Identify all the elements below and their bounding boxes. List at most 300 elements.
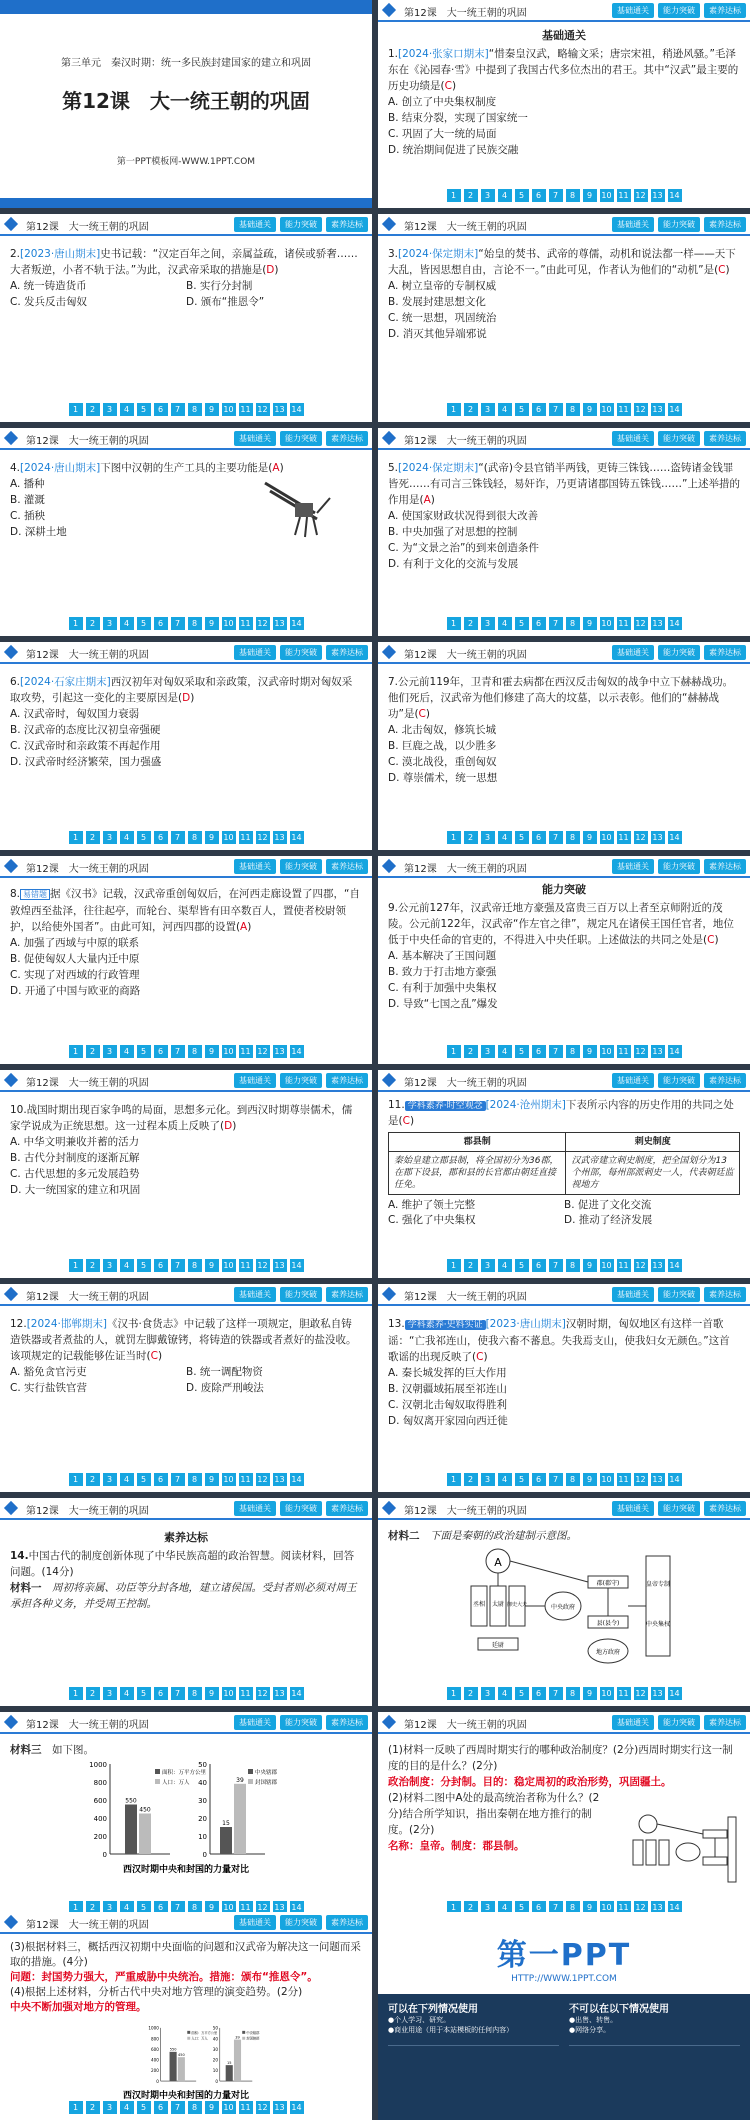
question-nav-item[interactable]: 5	[137, 1473, 151, 1486]
question-nav-item[interactable]: 14	[669, 1047, 680, 1056]
tab-literacy[interactable]: 素养达标	[326, 1287, 368, 1302]
question-nav-item[interactable]: 6	[154, 403, 168, 416]
question-nav-item[interactable]: 10	[223, 619, 234, 628]
question-nav-item[interactable]: 7	[549, 1901, 563, 1914]
question-nav-item[interactable]: 3	[481, 403, 495, 416]
question-nav-item[interactable]: 7	[171, 403, 185, 416]
tab-ability[interactable]: 能力突破	[280, 1073, 322, 1088]
question-nav-item[interactable]: 4	[498, 1687, 512, 1700]
question-nav-item[interactable]: 7	[171, 1259, 185, 1272]
question-nav-item[interactable]: 13	[652, 1903, 663, 1912]
tab-ability[interactable]: 能力突破	[280, 645, 322, 660]
question-nav-item[interactable]: 11	[618, 405, 629, 414]
question-nav-item[interactable]: 13	[652, 405, 663, 414]
tab-basic[interactable]: 基础通关	[234, 1073, 276, 1088]
question-nav-item[interactable]: 1	[69, 1687, 83, 1700]
question-nav-item[interactable]: 14	[669, 1475, 680, 1484]
question-nav-item[interactable]: 4	[498, 1473, 512, 1486]
question-nav-item[interactable]: 13	[274, 1261, 285, 1270]
tab-literacy[interactable]: 素养达标	[704, 1501, 746, 1516]
question-nav-item[interactable]: 11	[618, 1903, 629, 1912]
question-nav-item[interactable]: 1	[447, 831, 461, 844]
question-nav-item[interactable]: 12	[257, 2103, 268, 2112]
question-nav-item[interactable]: 11	[618, 833, 629, 842]
question-nav-item[interactable]: 12	[257, 1475, 268, 1484]
question-nav-item[interactable]: 7	[549, 1259, 563, 1272]
question-nav-item[interactable]: 3	[481, 1687, 495, 1700]
question-nav-item[interactable]: 3	[481, 1473, 495, 1486]
question-nav-item[interactable]: 14	[291, 1047, 302, 1056]
question-nav-item[interactable]: 5	[137, 1045, 151, 1058]
question-nav-item[interactable]: 4	[498, 403, 512, 416]
tab-literacy[interactable]: 素养达标	[326, 217, 368, 232]
question-nav-item[interactable]: 13	[274, 1475, 285, 1484]
question-nav-item[interactable]: 3	[481, 1045, 495, 1058]
question-nav-item[interactable]: 10	[601, 405, 612, 414]
question-nav-item[interactable]: 6	[532, 1687, 546, 1700]
question-nav-item[interactable]: 8	[566, 1045, 580, 1058]
question-nav-item[interactable]: 13	[274, 833, 285, 842]
question-nav-item[interactable]: 14	[669, 833, 680, 842]
question-nav-item[interactable]: 14	[291, 619, 302, 628]
question-nav-item[interactable]: 13	[652, 619, 663, 628]
question-nav-item[interactable]: 10	[223, 405, 234, 414]
question-nav-item[interactable]: 5	[137, 617, 151, 630]
tab-literacy[interactable]: 素养达标	[704, 1073, 746, 1088]
question-nav-item[interactable]: 12	[257, 1047, 268, 1056]
question-nav-item[interactable]: 9	[205, 831, 219, 844]
brand-url[interactable]: HTTP://WWW.1PPT.COM	[511, 1974, 617, 1984]
question-nav-item[interactable]: 5	[137, 2101, 151, 2114]
question-nav-item[interactable]: 2	[86, 1045, 100, 1058]
tab-literacy[interactable]: 素养达标	[704, 3, 746, 18]
question-nav-item[interactable]: 3	[481, 189, 495, 202]
question-nav-item[interactable]: 4	[120, 1045, 134, 1058]
question-nav-item[interactable]: 11	[240, 1261, 251, 1270]
question-nav-item[interactable]: 1	[69, 1901, 83, 1914]
question-nav-item[interactable]: 8	[188, 617, 202, 630]
question-nav-item[interactable]: 13	[274, 1689, 285, 1698]
question-nav-item[interactable]: 8	[566, 1259, 580, 1272]
question-nav-item[interactable]: 14	[291, 2103, 302, 2112]
tab-basic[interactable]: 基础通关	[612, 3, 654, 18]
question-nav-item[interactable]: 10	[223, 833, 234, 842]
question-nav-item[interactable]: 1	[447, 403, 461, 416]
question-nav-item[interactable]: 14	[291, 833, 302, 842]
tab-literacy[interactable]: 素养达标	[326, 1915, 368, 1930]
tab-ability[interactable]: 能力突破	[280, 1715, 322, 1730]
question-nav-item[interactable]: 12	[635, 1903, 646, 1912]
question-nav-item[interactable]: 1	[69, 1259, 83, 1272]
tab-literacy[interactable]: 素养达标	[704, 645, 746, 660]
question-nav-item[interactable]: 5	[515, 617, 529, 630]
question-nav-item[interactable]: 1	[447, 1259, 461, 1272]
question-nav-item[interactable]: 13	[274, 619, 285, 628]
tab-basic[interactable]: 基础通关	[234, 1501, 276, 1516]
tab-literacy[interactable]: 素养达标	[704, 217, 746, 232]
question-nav-item[interactable]: 11	[618, 1047, 629, 1056]
tab-basic[interactable]: 基础通关	[234, 431, 276, 446]
question-nav-item[interactable]: 13	[652, 1261, 663, 1270]
question-nav-item[interactable]: 6	[154, 2101, 168, 2114]
question-nav-item[interactable]: 4	[120, 617, 134, 630]
tab-ability[interactable]: 能力突破	[280, 1501, 322, 1516]
question-nav-item[interactable]: 6	[154, 1473, 168, 1486]
question-nav-item[interactable]: 10	[223, 1475, 234, 1484]
question-nav-item[interactable]: 9	[205, 1259, 219, 1272]
question-nav-item[interactable]: 3	[103, 2101, 117, 2114]
tab-ability[interactable]: 能力突破	[280, 217, 322, 232]
question-nav-item[interactable]: 5	[515, 189, 529, 202]
question-nav-item[interactable]: 1	[69, 1045, 83, 1058]
question-nav-item[interactable]: 5	[137, 831, 151, 844]
question-nav-item[interactable]: 13	[652, 1047, 663, 1056]
site-link[interactable]: 第一PPT模板网-WWW.1PPT.COM	[116, 157, 256, 167]
question-nav-item[interactable]: 2	[464, 1259, 478, 1272]
question-nav-item[interactable]: 11	[618, 1475, 629, 1484]
tab-literacy[interactable]: 素养达标	[326, 1501, 368, 1516]
question-nav-item[interactable]: 9	[583, 1901, 597, 1914]
tab-basic[interactable]: 基础通关	[234, 1715, 276, 1730]
tab-ability[interactable]: 能力突破	[658, 1715, 700, 1730]
tab-basic[interactable]: 基础通关	[612, 645, 654, 660]
question-nav-item[interactable]: 9	[205, 1045, 219, 1058]
question-nav-item[interactable]: 8	[566, 1687, 580, 1700]
question-nav-item[interactable]: 9	[583, 1687, 597, 1700]
tab-literacy[interactable]: 素养达标	[326, 859, 368, 874]
question-nav-item[interactable]: 10	[601, 191, 612, 200]
question-nav-item[interactable]: 10	[601, 1689, 612, 1698]
tab-basic[interactable]: 基础通关	[234, 217, 276, 232]
tab-ability[interactable]: 能力突破	[280, 431, 322, 446]
question-nav-item[interactable]: 2	[464, 1045, 478, 1058]
tab-basic[interactable]: 基础通关	[234, 1915, 276, 1930]
question-nav-item[interactable]: 6	[532, 831, 546, 844]
question-nav-item[interactable]: 7	[171, 1901, 185, 1914]
question-nav-item[interactable]: 1	[447, 1473, 461, 1486]
question-nav-item[interactable]: 3	[103, 1045, 117, 1058]
tab-ability[interactable]: 能力突破	[280, 1915, 322, 1930]
question-nav-item[interactable]: 14	[669, 405, 680, 414]
question-nav-item[interactable]: 2	[86, 2101, 100, 2114]
question-nav-item[interactable]: 9	[205, 617, 219, 630]
question-nav-item[interactable]: 8	[188, 831, 202, 844]
question-nav-item[interactable]: 12	[257, 1689, 268, 1698]
question-nav-item[interactable]: 9	[205, 403, 219, 416]
tab-ability[interactable]: 能力突破	[658, 645, 700, 660]
question-nav-item[interactable]: 1	[447, 1045, 461, 1058]
question-nav-item[interactable]: 5	[137, 403, 151, 416]
question-nav-item[interactable]: 13	[274, 405, 285, 414]
question-nav-item[interactable]: 4	[498, 1259, 512, 1272]
question-nav-item[interactable]: 9	[583, 831, 597, 844]
question-nav-item[interactable]: 10	[601, 1047, 612, 1056]
question-nav-item[interactable]: 1	[69, 403, 83, 416]
question-nav-item[interactable]: 10	[601, 1261, 612, 1270]
question-nav-item[interactable]: 8	[188, 1473, 202, 1486]
question-nav-item[interactable]: 6	[532, 1473, 546, 1486]
question-nav-item[interactable]: 8	[566, 189, 580, 202]
question-nav-item[interactable]: 7	[549, 1687, 563, 1700]
question-nav-item[interactable]: 3	[103, 1259, 117, 1272]
question-nav-item[interactable]: 6	[532, 403, 546, 416]
question-nav-item[interactable]: 4	[120, 1259, 134, 1272]
question-nav-item[interactable]: 10	[601, 833, 612, 842]
question-nav-item[interactable]: 12	[635, 1689, 646, 1698]
question-nav-item[interactable]: 2	[464, 403, 478, 416]
question-nav-item[interactable]: 11	[618, 191, 629, 200]
question-nav-item[interactable]: 8	[566, 1901, 580, 1914]
question-nav-item[interactable]: 4	[498, 831, 512, 844]
question-nav-item[interactable]: 10	[223, 1903, 234, 1912]
question-nav-item[interactable]: 3	[481, 617, 495, 630]
question-nav-item[interactable]: 7	[171, 2101, 185, 2114]
tab-literacy[interactable]: 素养达标	[326, 645, 368, 660]
question-nav-item[interactable]: 14	[669, 619, 680, 628]
question-nav-item[interactable]: 14	[291, 1261, 302, 1270]
question-nav-item[interactable]: 2	[464, 831, 478, 844]
tab-basic[interactable]: 基础通关	[612, 1287, 654, 1302]
question-nav-item[interactable]: 11	[240, 1689, 251, 1698]
question-nav-item[interactable]: 14	[291, 405, 302, 414]
question-nav-item[interactable]: 8	[566, 617, 580, 630]
question-nav-item[interactable]: 12	[635, 833, 646, 842]
question-nav-item[interactable]: 5	[515, 403, 529, 416]
tab-basic[interactable]: 基础通关	[234, 1287, 276, 1302]
tab-literacy[interactable]: 素养达标	[326, 1073, 368, 1088]
question-nav-item[interactable]: 4	[120, 2101, 134, 2114]
question-nav-item[interactable]: 4	[120, 1473, 134, 1486]
question-nav-item[interactable]: 14	[669, 1689, 680, 1698]
question-nav-item[interactable]: 11	[618, 1689, 629, 1698]
question-nav-item[interactable]: 13	[652, 191, 663, 200]
question-nav-item[interactable]: 2	[86, 617, 100, 630]
question-nav-item[interactable]: 9	[583, 1045, 597, 1058]
question-nav-item[interactable]: 8	[188, 1259, 202, 1272]
tab-ability[interactable]: 能力突破	[280, 859, 322, 874]
question-nav-item[interactable]: 8	[566, 1473, 580, 1486]
question-nav-item[interactable]: 12	[635, 619, 646, 628]
question-nav-item[interactable]: 3	[103, 403, 117, 416]
question-nav-item[interactable]: 9	[205, 2101, 219, 2114]
tab-literacy[interactable]: 素养达标	[704, 859, 746, 874]
question-nav-item[interactable]: 7	[549, 403, 563, 416]
question-nav-item[interactable]: 12	[635, 405, 646, 414]
question-nav-item[interactable]: 8	[188, 2101, 202, 2114]
question-nav-item[interactable]: 5	[137, 1259, 151, 1272]
question-nav-item[interactable]: 1	[69, 831, 83, 844]
question-nav-item[interactable]: 5	[515, 1473, 529, 1486]
question-nav-item[interactable]: 11	[240, 833, 251, 842]
question-nav-item[interactable]: 9	[583, 403, 597, 416]
question-nav-item[interactable]: 5	[515, 1687, 529, 1700]
question-nav-item[interactable]: 11	[618, 619, 629, 628]
question-nav-item[interactable]: 7	[171, 831, 185, 844]
tab-basic[interactable]: 基础通关	[612, 217, 654, 232]
tab-ability[interactable]: 能力突破	[658, 1073, 700, 1088]
question-nav-item[interactable]: 6	[532, 1259, 546, 1272]
question-nav-item[interactable]: 9	[583, 617, 597, 630]
question-nav-item[interactable]: 4	[120, 403, 134, 416]
question-nav-item[interactable]: 9	[583, 1259, 597, 1272]
question-nav-item[interactable]: 8	[188, 1901, 202, 1914]
tab-basic[interactable]: 基础通关	[612, 431, 654, 446]
tab-basic[interactable]: 基础通关	[612, 1073, 654, 1088]
question-nav-item[interactable]: 13	[274, 1047, 285, 1056]
tab-basic[interactable]: 基础通关	[234, 645, 276, 660]
question-nav-item[interactable]: 1	[447, 1901, 461, 1914]
question-nav-item[interactable]: 11	[618, 1261, 629, 1270]
question-nav-item[interactable]: 10	[601, 619, 612, 628]
question-nav-item[interactable]: 7	[549, 831, 563, 844]
question-nav-item[interactable]: 4	[498, 1901, 512, 1914]
question-nav-item[interactable]: 5	[515, 1045, 529, 1058]
question-nav-item[interactable]: 6	[154, 1901, 168, 1914]
tab-basic[interactable]: 基础通关	[612, 1501, 654, 1516]
tab-ability[interactable]: 能力突破	[658, 431, 700, 446]
question-nav-item[interactable]: 6	[532, 617, 546, 630]
tab-basic[interactable]: 基础通关	[612, 859, 654, 874]
question-nav-item[interactable]: 12	[635, 1047, 646, 1056]
question-nav-item[interactable]: 9	[205, 1473, 219, 1486]
question-nav-item[interactable]: 7	[549, 189, 563, 202]
tab-literacy[interactable]: 素养达标	[704, 1715, 746, 1730]
question-nav-item[interactable]: 5	[515, 1901, 529, 1914]
question-nav-item[interactable]: 8	[566, 403, 580, 416]
question-nav-item[interactable]: 11	[240, 619, 251, 628]
question-nav-item[interactable]: 14	[291, 1903, 302, 1912]
question-nav-item[interactable]: 4	[120, 831, 134, 844]
question-nav-item[interactable]: 4	[120, 1901, 134, 1914]
question-nav-item[interactable]: 12	[635, 1475, 646, 1484]
question-nav-item[interactable]: 7	[549, 617, 563, 630]
question-nav-item[interactable]: 5	[137, 1901, 151, 1914]
question-nav-item[interactable]: 1	[447, 1687, 461, 1700]
question-nav-item[interactable]: 1	[447, 617, 461, 630]
question-nav-item[interactable]: 7	[549, 1473, 563, 1486]
question-nav-item[interactable]: 3	[103, 617, 117, 630]
question-nav-item[interactable]: 2	[464, 1901, 478, 1914]
tab-basic[interactable]: 基础通关	[612, 1715, 654, 1730]
question-nav-item[interactable]: 12	[257, 619, 268, 628]
question-nav-item[interactable]: 4	[498, 617, 512, 630]
tab-literacy[interactable]: 素养达标	[704, 1287, 746, 1302]
question-nav-item[interactable]: 2	[464, 1473, 478, 1486]
question-nav-item[interactable]: 8	[188, 403, 202, 416]
tab-ability[interactable]: 能力突破	[658, 1287, 700, 1302]
question-nav-item[interactable]: 11	[240, 1903, 251, 1912]
tab-literacy[interactable]: 素养达标	[326, 431, 368, 446]
question-nav-item[interactable]: 3	[481, 1259, 495, 1272]
question-nav-item[interactable]: 2	[464, 617, 478, 630]
question-nav-item[interactable]: 6	[532, 1045, 546, 1058]
tab-ability[interactable]: 能力突破	[280, 1287, 322, 1302]
question-nav-item[interactable]: 6	[154, 1259, 168, 1272]
question-nav-item[interactable]: 2	[86, 1901, 100, 1914]
question-nav-item[interactable]: 9	[205, 1901, 219, 1914]
question-nav-item[interactable]: 2	[86, 1259, 100, 1272]
question-nav-item[interactable]: 12	[635, 191, 646, 200]
question-nav-item[interactable]: 3	[481, 1901, 495, 1914]
question-nav-item[interactable]: 2	[464, 189, 478, 202]
question-nav-item[interactable]: 2	[86, 1687, 100, 1700]
question-nav-item[interactable]: 10	[223, 1047, 234, 1056]
question-nav-item[interactable]: 13	[274, 2103, 285, 2112]
question-nav-item[interactable]: 7	[171, 1045, 185, 1058]
question-nav-item[interactable]: 8	[188, 1045, 202, 1058]
question-nav-item[interactable]: 9	[583, 189, 597, 202]
question-nav-item[interactable]: 11	[240, 2103, 251, 2112]
question-nav-item[interactable]: 3	[103, 831, 117, 844]
question-nav-item[interactable]: 14	[669, 1261, 680, 1270]
question-nav-item[interactable]: 10	[223, 2103, 234, 2112]
question-nav-item[interactable]: 1	[69, 2101, 83, 2114]
question-nav-item[interactable]: 2	[86, 1473, 100, 1486]
question-nav-item[interactable]: 3	[103, 1687, 117, 1700]
question-nav-item[interactable]: 14	[291, 1475, 302, 1484]
question-nav-item[interactable]: 6	[532, 189, 546, 202]
question-nav-item[interactable]: 12	[257, 833, 268, 842]
question-nav-item[interactable]: 3	[481, 831, 495, 844]
question-nav-item[interactable]: 11	[240, 405, 251, 414]
question-nav-item[interactable]: 10	[601, 1475, 612, 1484]
question-nav-item[interactable]: 12	[257, 1261, 268, 1270]
tab-ability[interactable]: 能力突破	[658, 217, 700, 232]
question-nav-item[interactable]: 14	[291, 1689, 302, 1698]
question-nav-item[interactable]: 6	[532, 1901, 546, 1914]
question-nav-item[interactable]: 4	[120, 1687, 134, 1700]
question-nav-item[interactable]: 9	[205, 1687, 219, 1700]
question-nav-item[interactable]: 7	[171, 617, 185, 630]
question-nav-item[interactable]: 6	[154, 617, 168, 630]
question-nav-item[interactable]: 7	[549, 1045, 563, 1058]
question-nav-item[interactable]: 6	[154, 1045, 168, 1058]
question-nav-item[interactable]: 1	[69, 1473, 83, 1486]
tab-ability[interactable]: 能力突破	[658, 859, 700, 874]
question-nav-item[interactable]: 4	[498, 1045, 512, 1058]
question-nav-item[interactable]: 10	[223, 1261, 234, 1270]
tab-literacy[interactable]: 素养达标	[326, 1715, 368, 1730]
question-nav-item[interactable]: 1	[69, 617, 83, 630]
question-nav-item[interactable]: 6	[154, 1687, 168, 1700]
question-nav-item[interactable]: 13	[652, 1689, 663, 1698]
question-nav-item[interactable]: 2	[86, 831, 100, 844]
question-nav-item[interactable]: 5	[137, 1687, 151, 1700]
question-nav-item[interactable]: 2	[86, 403, 100, 416]
question-nav-item[interactable]: 12	[257, 1903, 268, 1912]
tab-ability[interactable]: 能力突破	[658, 1501, 700, 1516]
question-nav-item[interactable]: 13	[274, 1903, 285, 1912]
question-nav-item[interactable]: 3	[103, 1901, 117, 1914]
question-nav-item[interactable]: 9	[583, 1473, 597, 1486]
question-nav-item[interactable]: 8	[188, 1687, 202, 1700]
question-nav-item[interactable]: 13	[652, 833, 663, 842]
question-nav-item[interactable]: 8	[566, 831, 580, 844]
question-nav-item[interactable]: 3	[103, 1473, 117, 1486]
question-nav-item[interactable]: 14	[669, 191, 680, 200]
question-nav-item[interactable]: 5	[515, 1259, 529, 1272]
question-nav-item[interactable]: 14	[669, 1903, 680, 1912]
question-nav-item[interactable]: 5	[515, 831, 529, 844]
question-nav-item[interactable]: 1	[447, 189, 461, 202]
question-nav-item[interactable]: 10	[601, 1903, 612, 1912]
tab-ability[interactable]: 能力突破	[658, 3, 700, 18]
question-nav-item[interactable]: 6	[154, 831, 168, 844]
question-nav-item[interactable]: 7	[171, 1473, 185, 1486]
question-nav-item[interactable]: 11	[240, 1475, 251, 1484]
question-nav-item[interactable]: 13	[652, 1475, 663, 1484]
question-nav-item[interactable]: 2	[464, 1687, 478, 1700]
